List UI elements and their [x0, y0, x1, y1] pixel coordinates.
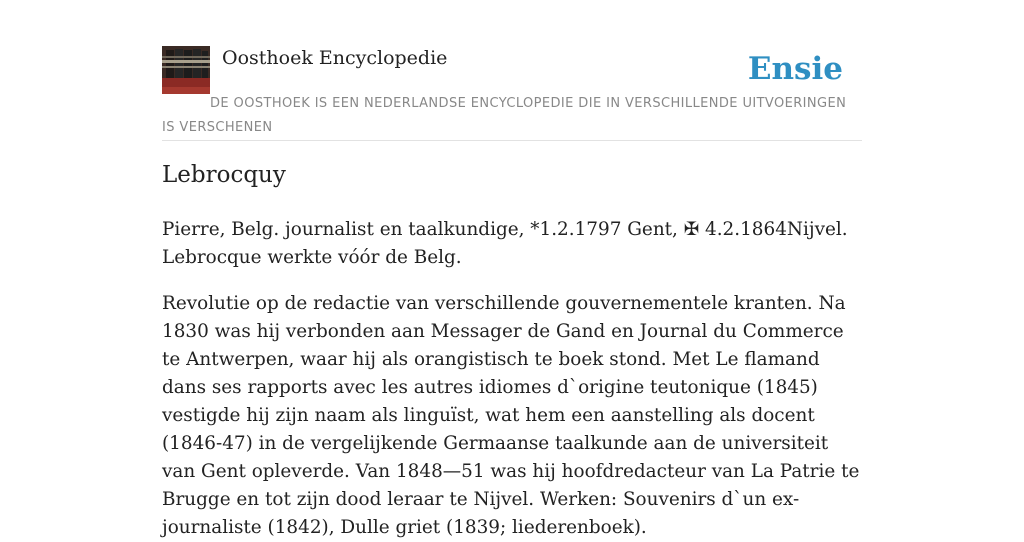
site-name[interactable]: Oosthoek Encyclopedie — [222, 47, 448, 69]
site-header — [162, 46, 862, 141]
book-spines-icon[interactable] — [162, 46, 210, 94]
article-paragraph: Revolutie op de redactie van verschillende gouvernementele kranten. Na 1830 was hij verbonden aan Messager de Gand en Journal du Commerce te Antwerpen, waar hij als orangistisch te boek stond. Met Le flamand dans ses rapports avec les autres idiomes d`origine teutonique (1845) vestigde hij zijn naam als linguïst, wat hem een aanstelling als docent (1846-47) in de vergelijkende Germaanse taalkunde aan de universiteit van Gent opleverde. Van 1848—51 was hij hoofdredacteur van La Patrie te Brugge en tot zijn dood leraar te Nijvel. Werken: Souvenirs d`un ex-journaliste (1842), Dulle griet (1839; liederenboek). — [162, 293, 860, 538]
article-title: Lebrocquy — [162, 162, 286, 188]
brand-logo-link[interactable]: Ensie — [747, 51, 843, 87]
article-paragraph: Pierre, Belg. journalist en taalkundige, *1.2.1797 Gent, ✠ 4.2.1864Nijvel. Lebrocque werkte vóór de Belg. — [162, 219, 848, 268]
site-tagline: DE OOSTHOEK IS EEN NEDERLANDSE ENCYCLOPEDIE DIE IN VERSCHILLENDE UITVOERINGEN IS VERSCHENEN — [162, 96, 847, 135]
